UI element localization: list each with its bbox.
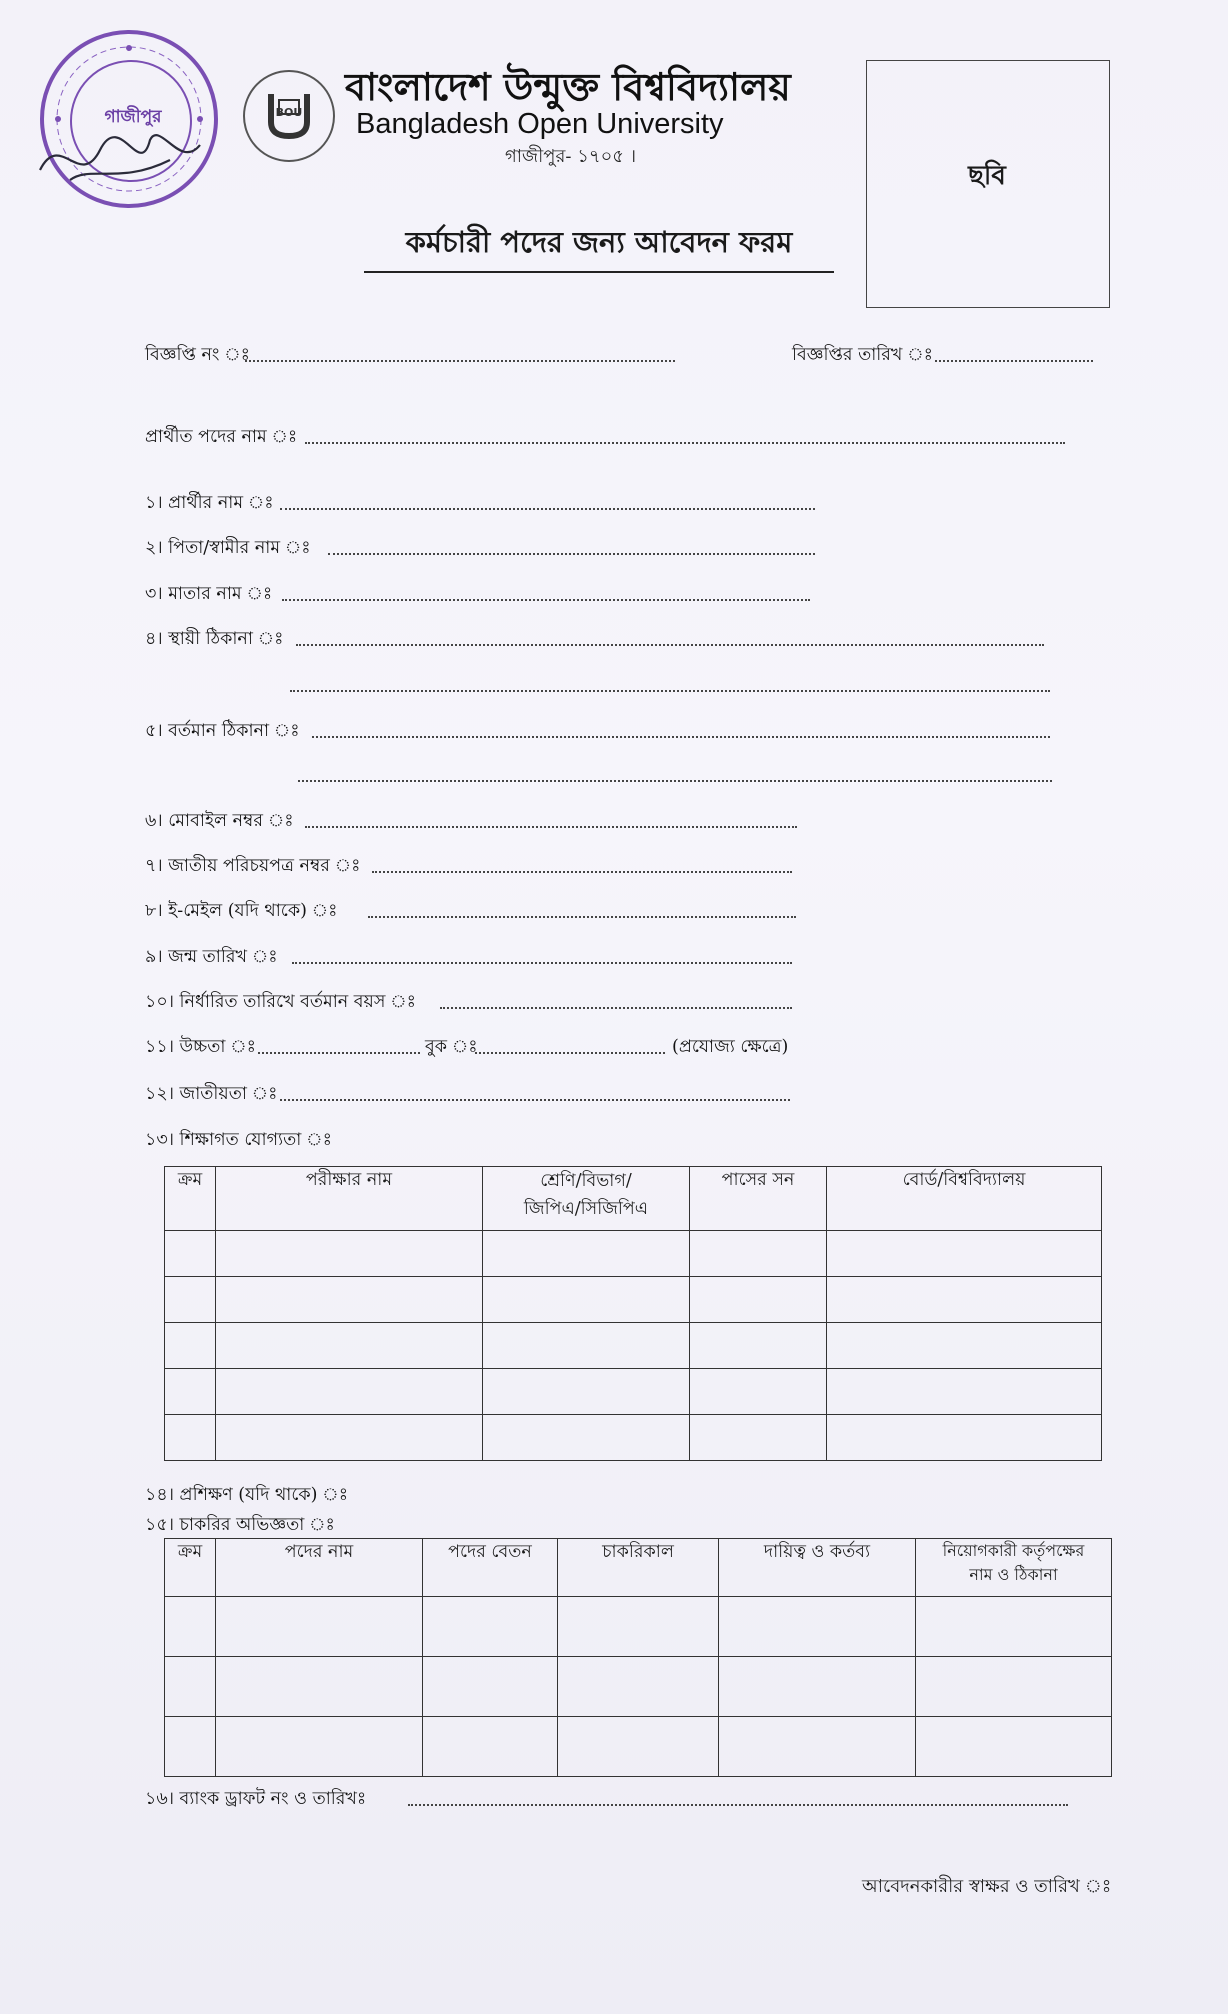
table-row — [165, 1597, 1112, 1657]
notice-no-label: বিজ্ঞপ্তি নং ঃ — [145, 345, 250, 365]
field-label-experience: ১৫। চাকরির অভিজ্ঞতা ঃ — [145, 1515, 335, 1535]
permanent-address-field-line1[interactable] — [296, 644, 1044, 646]
table-cell[interactable] — [690, 1415, 827, 1461]
height-field[interactable] — [258, 1052, 420, 1054]
field-label-permanent-address: ৪। স্থায়ী ঠিকানা ঃ — [145, 629, 284, 649]
mother-name-field[interactable] — [282, 599, 810, 601]
field-label-age: ১০। নির্ধারিত তারিখে বর্তমান বয়স ঃ — [145, 992, 416, 1012]
father-name-field[interactable] — [328, 553, 815, 555]
table-cell[interactable] — [719, 1597, 916, 1657]
table-cell[interactable] — [827, 1415, 1102, 1461]
table-row — [165, 1369, 1102, 1415]
field-label-bank-draft: ১৬। ব্যাংক ড্রাফট নং ও তারিখঃ — [145, 1789, 367, 1809]
university-name-english: Bangladesh Open University — [356, 108, 724, 140]
seal-city: গাজীপুর — [104, 107, 162, 127]
field-label-training: ১৪। প্রশিক্ষণ (যদি থাকে) ঃ — [145, 1485, 349, 1505]
table-cell[interactable] — [423, 1717, 558, 1777]
present-address-field-line2[interactable] — [298, 780, 1052, 782]
nationality-field[interactable] — [280, 1099, 790, 1101]
table-cell[interactable] — [916, 1717, 1112, 1777]
table-cell[interactable] — [165, 1415, 216, 1461]
table-row — [165, 1277, 1102, 1323]
table-cell[interactable] — [165, 1231, 216, 1277]
table-cell[interactable] — [690, 1277, 827, 1323]
table-cell[interactable] — [690, 1231, 827, 1277]
field-label-height: ১১। উচ্চতা ঃ — [145, 1037, 256, 1057]
table-cell[interactable] — [558, 1717, 719, 1777]
table-cell[interactable] — [827, 1323, 1102, 1369]
field-label-present-address: ৫। বর্তমান ঠিকানা ঃ — [145, 721, 300, 741]
experience-table — [164, 1538, 1112, 1777]
edu-col-pass-year: পাসের সন — [690, 1167, 827, 1231]
exp-col-duration: চাকরিকাল — [558, 1539, 719, 1597]
post-name-label: প্রার্থীত পদের নাম ঃ — [145, 427, 298, 447]
table-cell[interactable] — [165, 1323, 216, 1369]
applicant-signature-label: আবেদনকারীর স্বাক্ষর ও তারিখ ঃ — [862, 1876, 1112, 1897]
university-name-bangla: বাংলাদেশ উন্মুক্ত বিশ্ববিদ্যালয় — [345, 64, 791, 109]
table-cell[interactable] — [216, 1323, 483, 1369]
table-row — [165, 1323, 1102, 1369]
notice-no-field[interactable] — [245, 360, 675, 362]
table-cell[interactable] — [483, 1323, 690, 1369]
applicant-name-field[interactable] — [280, 508, 815, 510]
university-address: গাজীপুর- ১৭০৫ । — [505, 146, 637, 167]
field-label-birth-date: ৯। জন্ম তারিখ ঃ — [145, 947, 278, 967]
post-name-field[interactable] — [305, 442, 1065, 444]
table-cell[interactable] — [916, 1597, 1112, 1657]
exp-col-post: পদের নাম — [216, 1539, 423, 1597]
edu-col-serial: ক্রম — [165, 1167, 216, 1231]
table-row — [165, 1231, 1102, 1277]
field-label-mother-name: ৩। মাতার নাম ঃ — [145, 584, 273, 604]
bou-logo — [243, 70, 335, 162]
table-cell[interactable] — [827, 1369, 1102, 1415]
table-cell[interactable] — [483, 1415, 690, 1461]
field-label-father-name: ২। পিতা/স্বামীর নাম ঃ — [145, 538, 311, 558]
exp-col-employer: নিয়োগকারী কর্তৃপক্ষের নাম ও ঠিকানা — [916, 1539, 1112, 1597]
table-cell[interactable] — [165, 1277, 216, 1323]
table-cell[interactable] — [719, 1717, 916, 1777]
table-cell[interactable] — [216, 1657, 423, 1717]
field-label-nid: ৭। জাতীয় পরিচয়পত্র নম্বর ঃ — [145, 856, 361, 876]
table-cell[interactable] — [165, 1717, 216, 1777]
table-cell[interactable] — [558, 1597, 719, 1657]
table-cell[interactable] — [483, 1277, 690, 1323]
education-table-header-row — [165, 1167, 1102, 1231]
form-title: কর্মচারী পদের জন্য আবেদন ফরম — [364, 220, 834, 273]
chest-field[interactable] — [475, 1052, 665, 1054]
field-label-nationality: ১২। জাতীয়তা ঃ — [145, 1084, 278, 1104]
table-cell[interactable] — [165, 1597, 216, 1657]
table-row — [165, 1657, 1112, 1717]
birth-date-field[interactable] — [292, 962, 792, 964]
photo-box-label: ছবি — [968, 161, 1006, 191]
bou-logo-text: BOU — [275, 106, 303, 119]
table-cell[interactable] — [483, 1369, 690, 1415]
field-label-applicant-name: ১। প্রার্থীর নাম ঃ — [145, 493, 274, 513]
bank-draft-field[interactable] — [408, 1804, 1068, 1806]
table-cell[interactable] — [719, 1657, 916, 1717]
table-cell[interactable] — [558, 1657, 719, 1717]
table-cell[interactable] — [216, 1415, 483, 1461]
permanent-address-field-line2[interactable] — [290, 690, 1050, 692]
mobile-field[interactable] — [305, 826, 797, 828]
photo-box — [866, 60, 1110, 308]
experience-table-header-row — [165, 1539, 1112, 1597]
table-cell[interactable] — [216, 1369, 483, 1415]
field-note-applicable: (প্রযোজ্য ক্ষেত্রে) — [672, 1037, 789, 1057]
notice-date-label: বিজ্ঞপ্তির তারিখ ঃ — [792, 345, 933, 365]
present-address-field-line1[interactable] — [312, 736, 1050, 738]
table-cell[interactable] — [216, 1597, 423, 1657]
table-cell[interactable] — [690, 1369, 827, 1415]
table-cell[interactable] — [423, 1657, 558, 1717]
table-cell[interactable] — [483, 1231, 690, 1277]
exp-col-serial: ক্রম — [165, 1539, 216, 1597]
field-label-chest: বুক ঃ — [425, 1037, 478, 1057]
age-field[interactable] — [440, 1007, 792, 1009]
exp-col-duties: দায়িত্ব ও কর্তব্য — [719, 1539, 916, 1597]
exp-col-salary: পদের বেতন — [423, 1539, 558, 1597]
notice-date-field[interactable] — [935, 360, 1093, 362]
edu-col-board: বোর্ড/বিশ্ববিদ্যালয় — [827, 1167, 1102, 1231]
edu-col-exam: পরীক্ষার নাম — [216, 1167, 483, 1231]
table-cell[interactable] — [165, 1657, 216, 1717]
education-table — [164, 1166, 1102, 1461]
table-cell[interactable] — [827, 1277, 1102, 1323]
edu-col-grade: শ্রেণি/বিভাগ/ জিপিএ/সিজিপিএ — [483, 1167, 690, 1231]
email-field[interactable] — [368, 916, 796, 918]
table-row — [165, 1717, 1112, 1777]
table-row — [165, 1415, 1102, 1461]
table-cell[interactable] — [216, 1277, 483, 1323]
signature-scribble-graphic — [30, 110, 220, 200]
table-cell[interactable] — [916, 1657, 1112, 1717]
table-cell[interactable] — [423, 1597, 558, 1657]
field-label-email: ৮। ই-মেইল (যদি থাকে) ঃ — [145, 901, 338, 921]
table-cell[interactable] — [216, 1231, 483, 1277]
nid-field[interactable] — [372, 871, 792, 873]
field-label-education: ১৩। শিক্ষাগত যোগ্যতা ঃ — [145, 1130, 332, 1150]
table-cell[interactable] — [216, 1717, 423, 1777]
table-cell[interactable] — [827, 1231, 1102, 1277]
field-label-mobile: ৬। মোবাইল নম্বর ঃ — [145, 811, 294, 831]
table-cell[interactable] — [690, 1323, 827, 1369]
table-cell[interactable] — [165, 1369, 216, 1415]
